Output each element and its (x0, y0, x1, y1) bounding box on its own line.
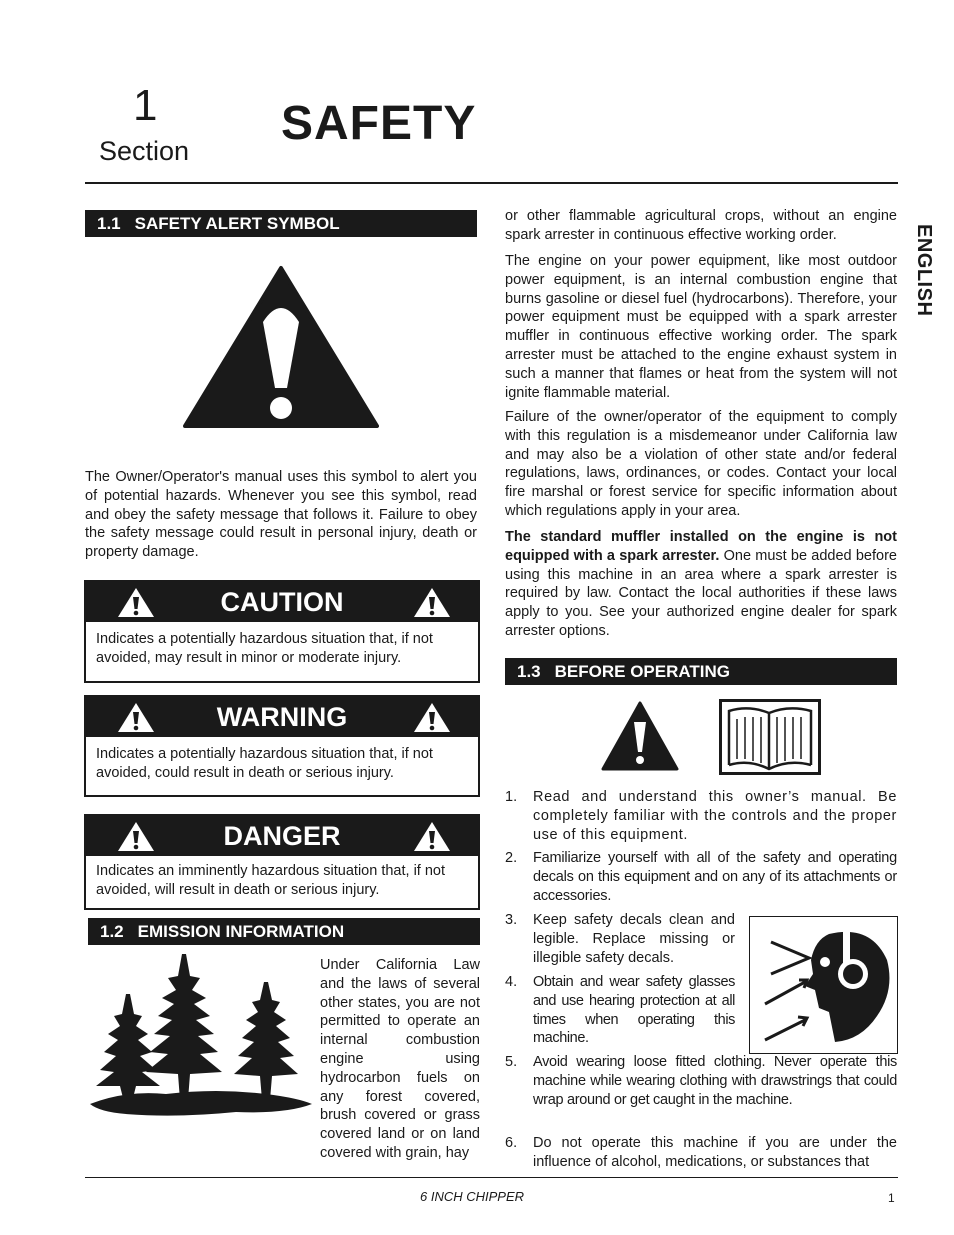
list-item-number: 4. (505, 974, 518, 990)
section-1-1-title: SAFETY ALERT SYMBOL (134, 214, 340, 233)
header-rule (85, 182, 898, 184)
section-1-2-number: 1.2 (100, 922, 124, 941)
eye-ear-protection-icon (749, 916, 898, 1054)
list-item-text: Obtain and wear safety glasses and use hearing protection at all times when operating this machine. (533, 974, 735, 1047)
danger-text: Indicates an imminently hazardous situation that, if not avoided, will result in death or serious injury. (96, 863, 445, 898)
spark-arrester-notice: The standard muffler installed on the engine is not equipped with a spark arrester. (505, 529, 897, 564)
language-tab (903, 224, 943, 344)
list-item (505, 1053, 897, 1129)
warning-box (84, 695, 480, 797)
warning-triangle-icon (116, 820, 156, 853)
warning-word: WARNING (216, 702, 348, 732)
danger-header (86, 816, 478, 856)
warning-triangle-icon (412, 586, 452, 619)
section-1-3-title: BEFORE OPERATING (554, 662, 731, 681)
list-item (505, 788, 897, 846)
page-number: 1 (888, 1191, 895, 1205)
list-item-number: 2. (505, 850, 518, 866)
warning-triangle-icon (412, 701, 452, 734)
list-item-number: 3. (505, 912, 518, 928)
emission-paragraph-4 (505, 528, 897, 641)
list-item (505, 911, 735, 969)
list-item (505, 849, 897, 907)
section-1-1-number: 1.1 (97, 214, 121, 233)
emission-paragraph-2: The engine on your power equipment, like most outdoor power equipment, is an internal combustion engine that burns gasoline or diesel fuel (hydrocarbons). Therefore, your power equipment must be equipped with a spark arrester muffler in continuous effective working order. The spark arrester must be attached to the engine exhaust system in such a manner that flames or heat from the system will not ignite flammable material. (505, 253, 897, 401)
warning-triangle-icon (412, 820, 452, 853)
caution-word: CAUTION (220, 587, 344, 617)
section-number: 1 (133, 81, 158, 130)
list-item-number: 1. (505, 789, 518, 805)
safety-alert-icon (600, 700, 680, 772)
forest-trees-icon (86, 954, 314, 1126)
section-1-2-title: EMISSION INFORMATION (137, 922, 345, 941)
section-1-2-heading (88, 918, 480, 945)
list-item (505, 1134, 897, 1174)
emission-continued: or other flammable agricultural crops, without an engine spark arrester in continuous effective working order. (505, 208, 897, 243)
danger-word: DANGER (223, 821, 341, 851)
section-label: Section (99, 136, 190, 166)
section-1-1-heading (85, 210, 477, 237)
page-title: SAFETY (281, 97, 477, 150)
warning-triangle-icon (116, 586, 156, 619)
section-1-3-heading (505, 658, 897, 685)
spark-arrester-instructions: One must be added before using this machine in an area where a spark arrester is required by law. Contact the local authorities if these laws apply to you. See your authorized engine dealer for spark arrester options. (505, 547, 897, 639)
list-item-text: Familiarize yourself with all of the safety and operating decals on this equipment and on any of its attachments or accessories. (533, 850, 897, 904)
list-item (505, 973, 735, 1051)
owners-manual-icon (719, 699, 821, 775)
section-1-1-body: The Owner/Operator's manual uses this symbol to alert you of potential hazards. Whenever you see this symbol, read and obey the safety message that follows it. Failure to obey the safety message could result in personal injury, death or property damage. (85, 469, 477, 561)
list-item-number: 6. (505, 1135, 518, 1151)
list-item-number: 5. (505, 1054, 518, 1070)
footer-rule (85, 1177, 898, 1178)
section-1-3-number: 1.3 (517, 662, 541, 681)
list-item-text: Read and understand this owner’s manual. Be completely familiar with the controls and the proper use of this equipment. (533, 789, 897, 843)
danger-box (84, 814, 480, 910)
warning-triangle-icon (116, 701, 156, 734)
safety-alert-icon (183, 264, 379, 428)
warning-header (86, 697, 478, 737)
caution-text: Indicates a potentially hazardous situation that, if not avoided, may result in minor or moderate injury. (96, 631, 433, 666)
emission-paragraph-3: Failure of the owner/operator of the equipment to comply with this regulation is a misdemeanor under California law and may also be a violation of other state and/or federal regulations, laws, ordinances, or codes. Contact your local fire marshal or forest service for specific information about which regulations apply in your area. (505, 409, 897, 519)
list-item-text: Do not operate this machine if you are under the influence of alcohol, medications, or substances that (533, 1135, 897, 1170)
language-label: ENGLISH (913, 224, 935, 317)
caution-box (84, 580, 480, 683)
warning-text: Indicates a potentially hazardous situation that, if not avoided, could result in death or serious injury. (96, 746, 433, 781)
list-item-text: Avoid wearing loose fitted clothing. Never operate this machine while wearing clothing with drawstrings that could wrap around or get caught in the machine. (533, 1054, 897, 1108)
list-item-text: Keep safety decals clean and legible. Replace missing or illegible safety decals. (533, 912, 735, 966)
footer-title: 6 INCH CHIPPER (420, 1189, 525, 1204)
emission-intro: Under California Law and the laws of several other states, you are not permitted to operate an internal combustion engine using hydrocarbon fuels on any forest covered, brush covered or grass covered land or on land covered with grain, hay (320, 957, 480, 1161)
caution-header (86, 582, 478, 622)
